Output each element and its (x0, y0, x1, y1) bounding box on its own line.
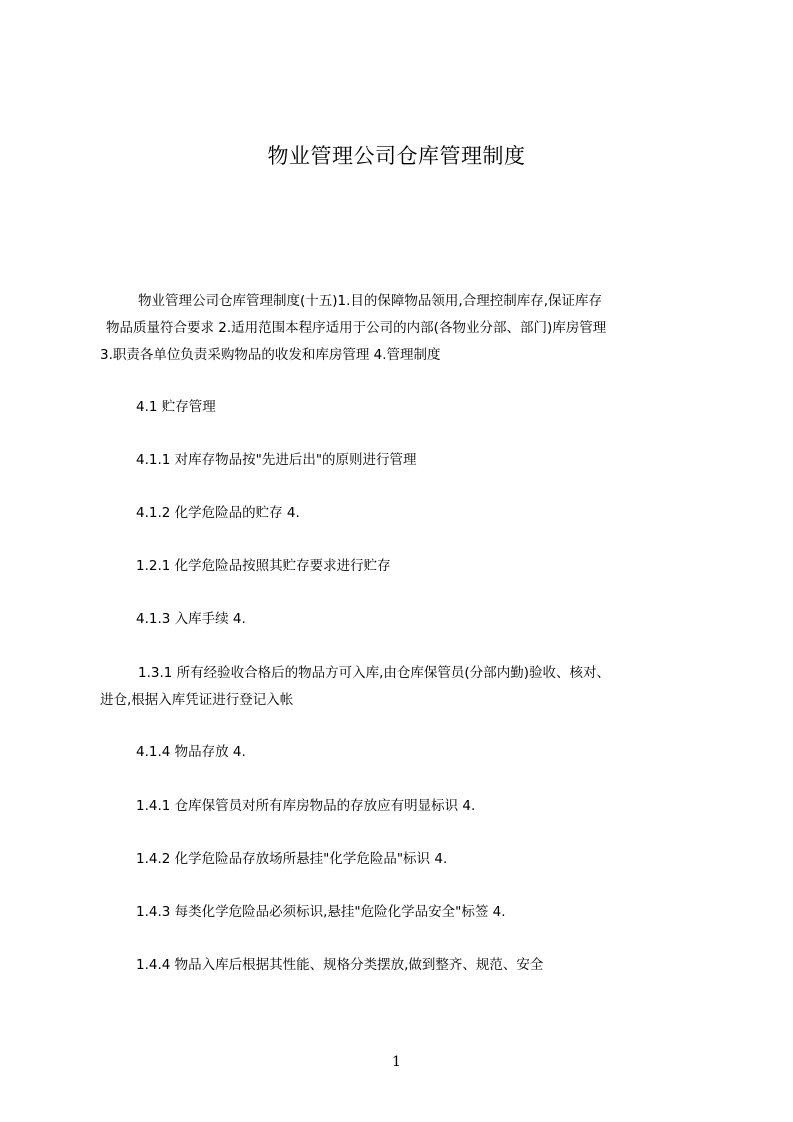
paragraph-4-1-2: 4.1.2 化学危险品的贮存 4. (136, 505, 300, 521)
paragraph-4-1-1: 4.1.1 对库存物品按"先进后出"的原则进行管理 (136, 452, 417, 468)
paragraph-1-4-3: 1.4.3 每类化学危险品必须标识,悬挂"危险化学品安全"标签 4. (136, 904, 506, 920)
paragraph-1-4-1: 1.4.1 仓库保管员对所有库房物品的存放应有明显标识 4. (136, 798, 476, 814)
intro-paragraph (100, 288, 710, 369)
paragraph-1-3-1 (100, 660, 710, 714)
page-number: 1 (392, 1054, 401, 1070)
paragraph-4-1-3: 4.1.3 入库手续 4. (136, 611, 246, 627)
paragraph-1-4-4: 1.4.4 物品入库后根据其性能、规格分类摆放,做到整齐、规范、安全 (136, 957, 544, 973)
paragraph-line: 1.3.1 所有经验收合格后的物品方可入库,由仓库保管员(分部内勤)验收、核对、 (138, 665, 610, 681)
intro-line: 物品质量符合要求 2.适用范围本程序适用于公司的内部(各物业分部、部门)库房管理 (106, 320, 607, 336)
intro-line: 物业管理公司仓库管理制度(十五)1.目的保障物品领用,合理控制库存,保证库存 (138, 293, 602, 309)
intro-line: 3.职责各单位负责采购物品的收发和库房管理 4.管理制度 (100, 347, 441, 363)
paragraph-1-2-1: 1.2.1 化学危险品按照其贮存要求进行贮存 (136, 558, 391, 574)
section-4-1-heading: 4.1 贮存管理 (136, 399, 216, 415)
document-title: 物业管理公司仓库管理制度 (267, 144, 526, 168)
paragraph-1-4-2: 1.4.2 化学危险品存放场所悬挂"化学危险品"标识 4. (136, 851, 448, 867)
paragraph-4-1-4: 4.1.4 物品存放 4. (136, 744, 246, 760)
paragraph-line: 进仓,根据入库凭证进行登记入帐 (100, 692, 294, 708)
